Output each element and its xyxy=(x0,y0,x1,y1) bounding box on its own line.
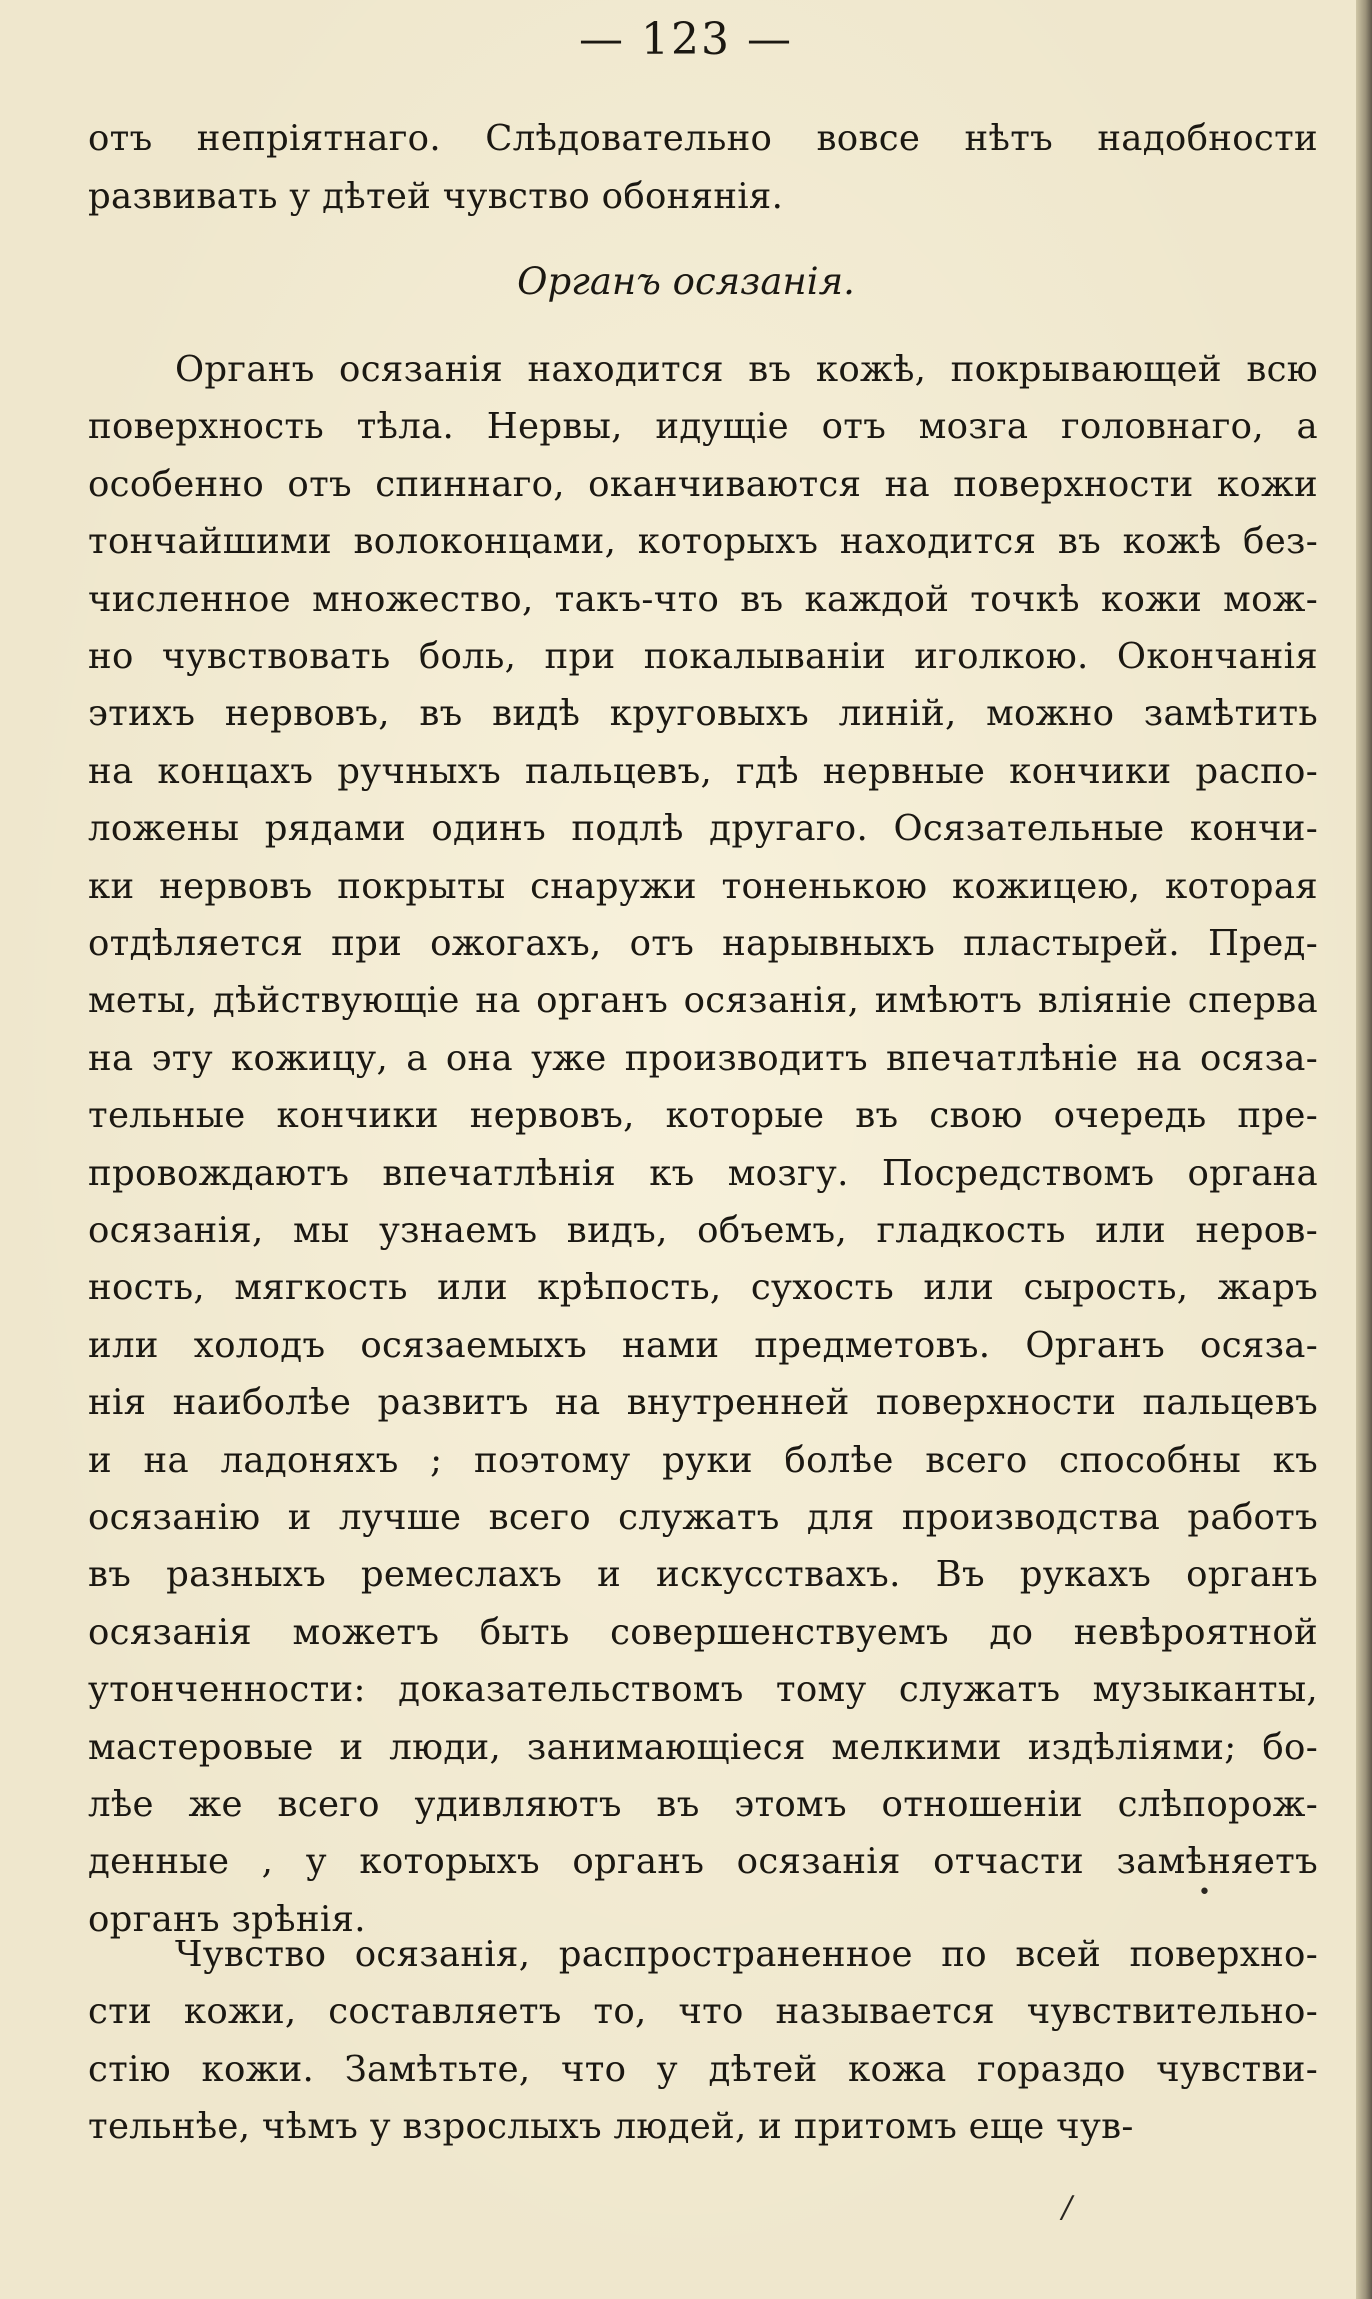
text-line: отъ непріятнаго. Слѣдовательно вовсе нѣтъ надобности xyxy=(88,118,1318,159)
section-heading: Органъ осязанія. xyxy=(517,260,855,303)
page-number: — 123 — xyxy=(579,14,793,65)
ink-mark: / xyxy=(1062,2190,1073,2225)
text-line: ки нервовъ покрыты снаружи тоненькою кожицею, которая xyxy=(88,865,1318,907)
text-line: стію кожи. Замѣтьте, что у дѣтей кожа гораздо чувстви- xyxy=(88,2048,1318,2090)
text-line: отдѣляется при ожогахъ, отъ нарывныхъ пластырей. Пред- xyxy=(88,923,1318,964)
text-line: ложены рядами одинъ подлѣ другаго. Осязательные кончи- xyxy=(88,808,1318,850)
text-line: меты, дѣйствующіе на органъ осязанія, имѣютъ вліяніе сперва xyxy=(88,980,1318,1022)
text-line: на эту кожицу, а она уже производитъ впечатлѣніе на осяза- xyxy=(88,1037,1318,1079)
text-line: тончайшими волоконцами, которыхъ находится въ кожѣ без- xyxy=(88,521,1318,563)
text-line: тельнѣе, чѣмъ у взрослыхъ людей, и притомъ еще чув- xyxy=(88,2106,1134,2148)
text-line: лѣе же всего удивляютъ въ этомъ отношеніи слѣпорож- xyxy=(88,1784,1318,1825)
text-line: или холодъ осязаемыхъ нами предметовъ. Органъ осяза- xyxy=(88,1324,1318,1366)
text-line: особенно отъ спиннаго, оканчиваются на поверхности кожи xyxy=(88,463,1318,505)
text-line: численное множество, такъ-что въ каждой точкѣ кожи мож- xyxy=(88,578,1318,620)
text-line: ность, мягкость или крѣпость, сухость или сырость, жаръ xyxy=(88,1267,1318,1309)
text-line: сти кожи, составляетъ то, что называется чувствительно- xyxy=(88,1991,1318,2033)
text-line: но чувствовать боль, при покалываніи иголкою. Окончанія xyxy=(88,636,1318,677)
text-line: провождаютъ впечатлѣнія къ мозгу. Посредствомъ органа xyxy=(88,1152,1318,1194)
text-line: органъ зрѣнія. xyxy=(88,1898,366,1940)
page-edge-shadow xyxy=(1356,0,1372,2299)
text-line: поверхность тѣла. Нервы, идущіе отъ мозга головнаго, а xyxy=(88,406,1318,448)
text-line: осязанія, мы узнаемъ видъ, объемъ, гладкость или неров- xyxy=(88,1210,1318,1251)
text-line: мастеровые и люди, занимающіеся мелкими издѣліями; бо- xyxy=(88,1726,1318,1768)
text-line: въ разныхъ ремеслахъ и искусствахъ. Въ рукахъ органъ xyxy=(88,1554,1318,1596)
ink-speck: • xyxy=(1198,1880,1211,1905)
text-line: развивать у дѣтей чувство обонянія. xyxy=(88,176,784,217)
text-line: нія наиболѣе развитъ на внутренней поверхности пальцевъ xyxy=(88,1382,1318,1424)
text-line: и на ладоняхъ ; поэтому руки болѣе всего способны къ xyxy=(88,1439,1318,1481)
text-line: осязанія можетъ быть совершенствуемъ до невѣроятной xyxy=(88,1611,1318,1653)
text-line: на концахъ ручныхъ пальцевъ, гдѣ нервные кончики распо- xyxy=(88,750,1318,792)
text-line: Органъ осязанія находится въ кожѣ, покрывающей всю xyxy=(175,349,1318,390)
text-line: денные , у которыхъ органъ осязанія отчасти замѣняетъ xyxy=(88,1841,1318,1883)
text-line: утонченности: доказательствомъ тому служатъ музыканты, xyxy=(88,1669,1318,1711)
text-line: Чувство осязанія, распространенное по всей поверхно- xyxy=(175,1934,1318,1975)
text-line: тельные кончики нервовъ, которые въ свою очередь пре- xyxy=(88,1095,1318,1137)
text-line: этихъ нервовъ, въ видѣ круговыхъ линій, можно замѣтить xyxy=(88,693,1318,735)
text-line: осязанію и лучше всего служатъ для производства работъ xyxy=(88,1497,1318,1538)
